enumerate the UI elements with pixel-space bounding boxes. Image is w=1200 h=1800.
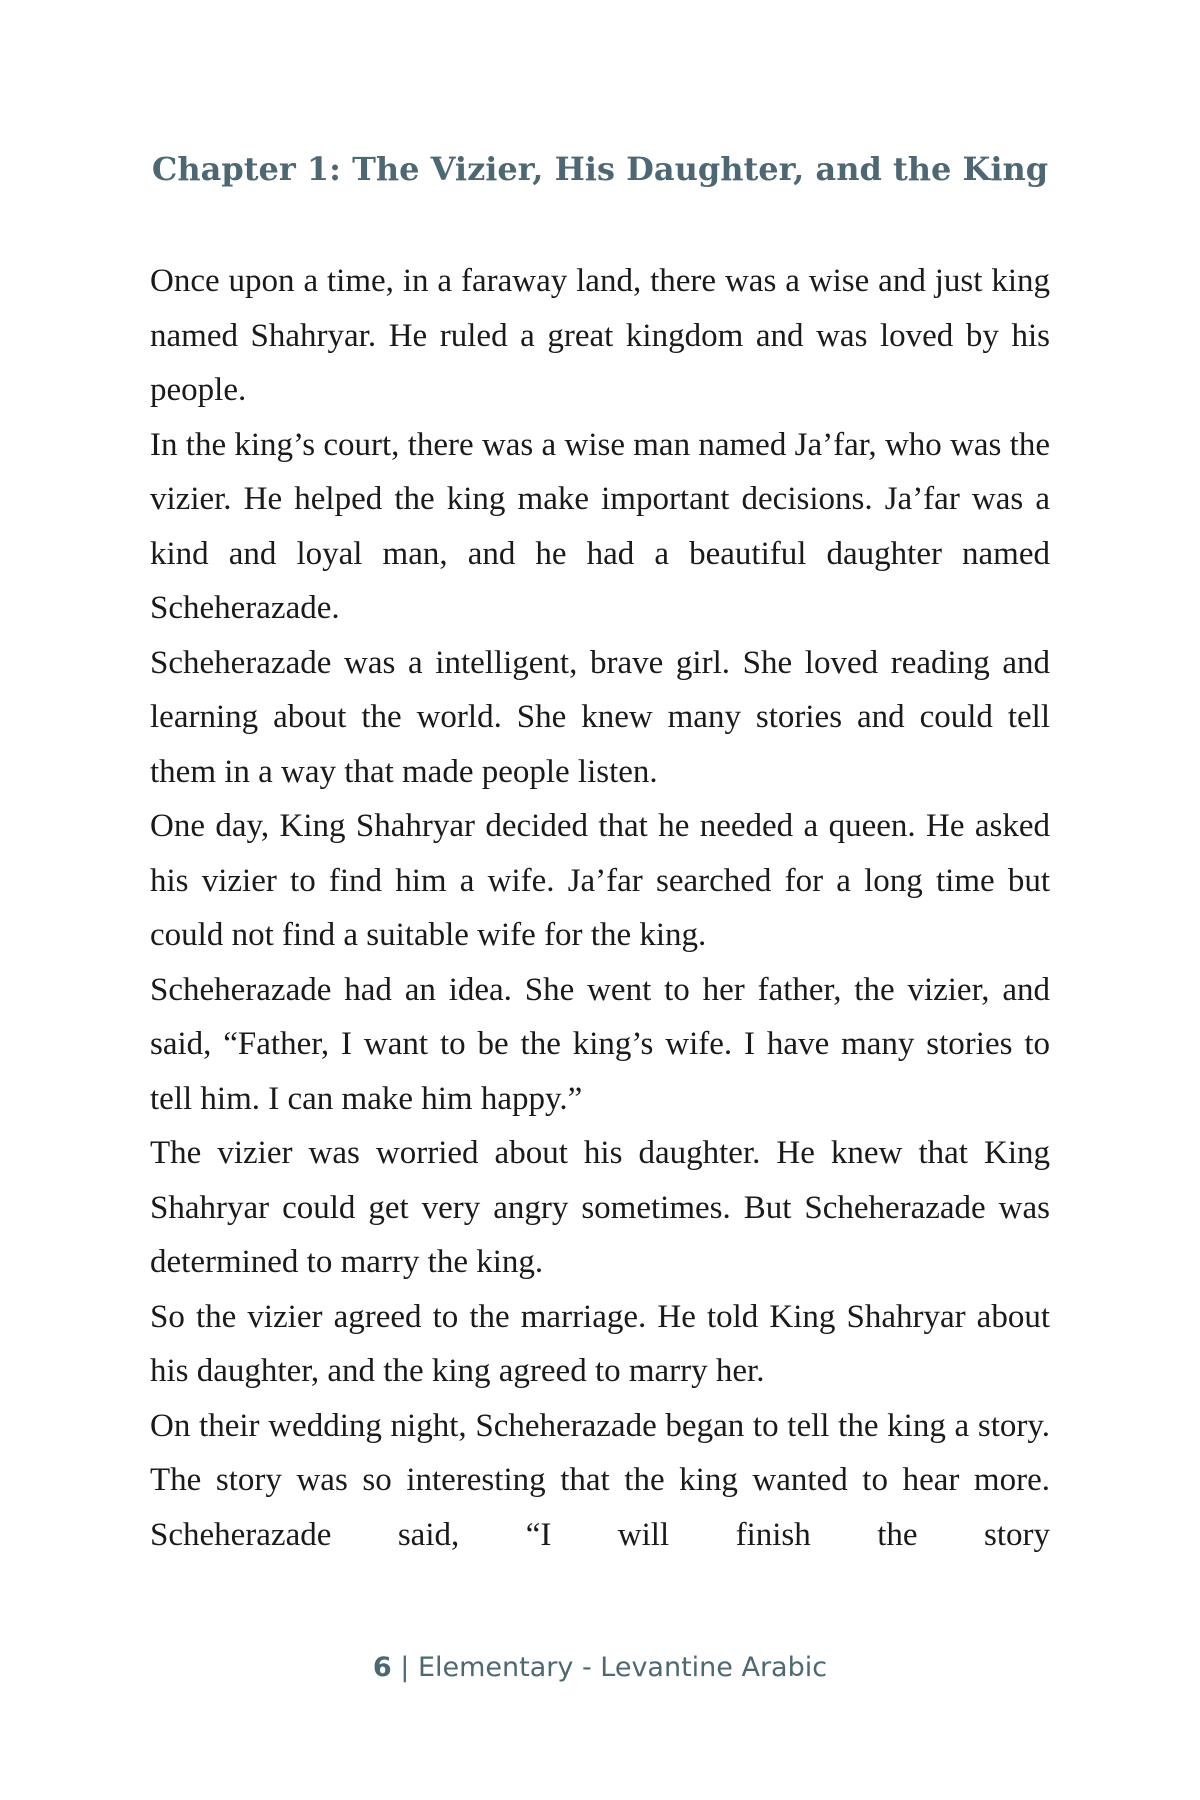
paragraph: In the king’s court, there was a wise man named Ja’far, who was the vizier. He helped the king make important decisions. Ja’far was a kind and loyal man, and he had a beautiful daughter named Scheherazade. xyxy=(150,426,1050,626)
page-number: 6 xyxy=(372,1652,392,1683)
paragraph: Once upon a time, in a faraway land, there was a wise and just king named Shahryar. He ruled a great kingdom and was loved by his people. xyxy=(150,263,1050,408)
paragraph: One day, King Shahryar decided that he needed a queen. He asked his vizier to find him a wife. Ja’far searched for a long time but could not find a suitable wife for the king. xyxy=(150,808,1050,953)
book-label: Elementary - Levantine Arabic xyxy=(417,1652,828,1683)
paragraph: On their wedding night, Scheherazade began to tell the king a story. The story was so interesting that the king wanted to hear more. Scheherazade said, “I will finish the story xyxy=(150,1407,1050,1553)
chapter-title: Chapter 1: The Vizier, His Daughter, and the King xyxy=(151,150,1049,188)
paragraph: Scheherazade was a intelligent, brave girl. She loved reading and learning about the world. She knew many stories and could tell them in a way that made people listen. xyxy=(150,644,1050,790)
footer-separator: | xyxy=(391,1652,418,1683)
page-footer xyxy=(0,1652,1200,1683)
paragraph: Scheherazade had an idea. She went to her father, the vizier, and said, “Father, I want to be the king’s wife. I have many stories to tell him. I can make him happy.” xyxy=(150,971,1050,1117)
chapter-body xyxy=(150,254,1050,1562)
paragraph: So the vizier agreed to the marriage. He told King Shahryar about his daughter, and the king agreed to marry her. xyxy=(150,1298,1050,1389)
paragraph: The vizier was worried about his daughter. He knew that King Shahryar could get very angry sometimes. But Scheherazade was determined to marry the king. xyxy=(150,1135,1050,1280)
